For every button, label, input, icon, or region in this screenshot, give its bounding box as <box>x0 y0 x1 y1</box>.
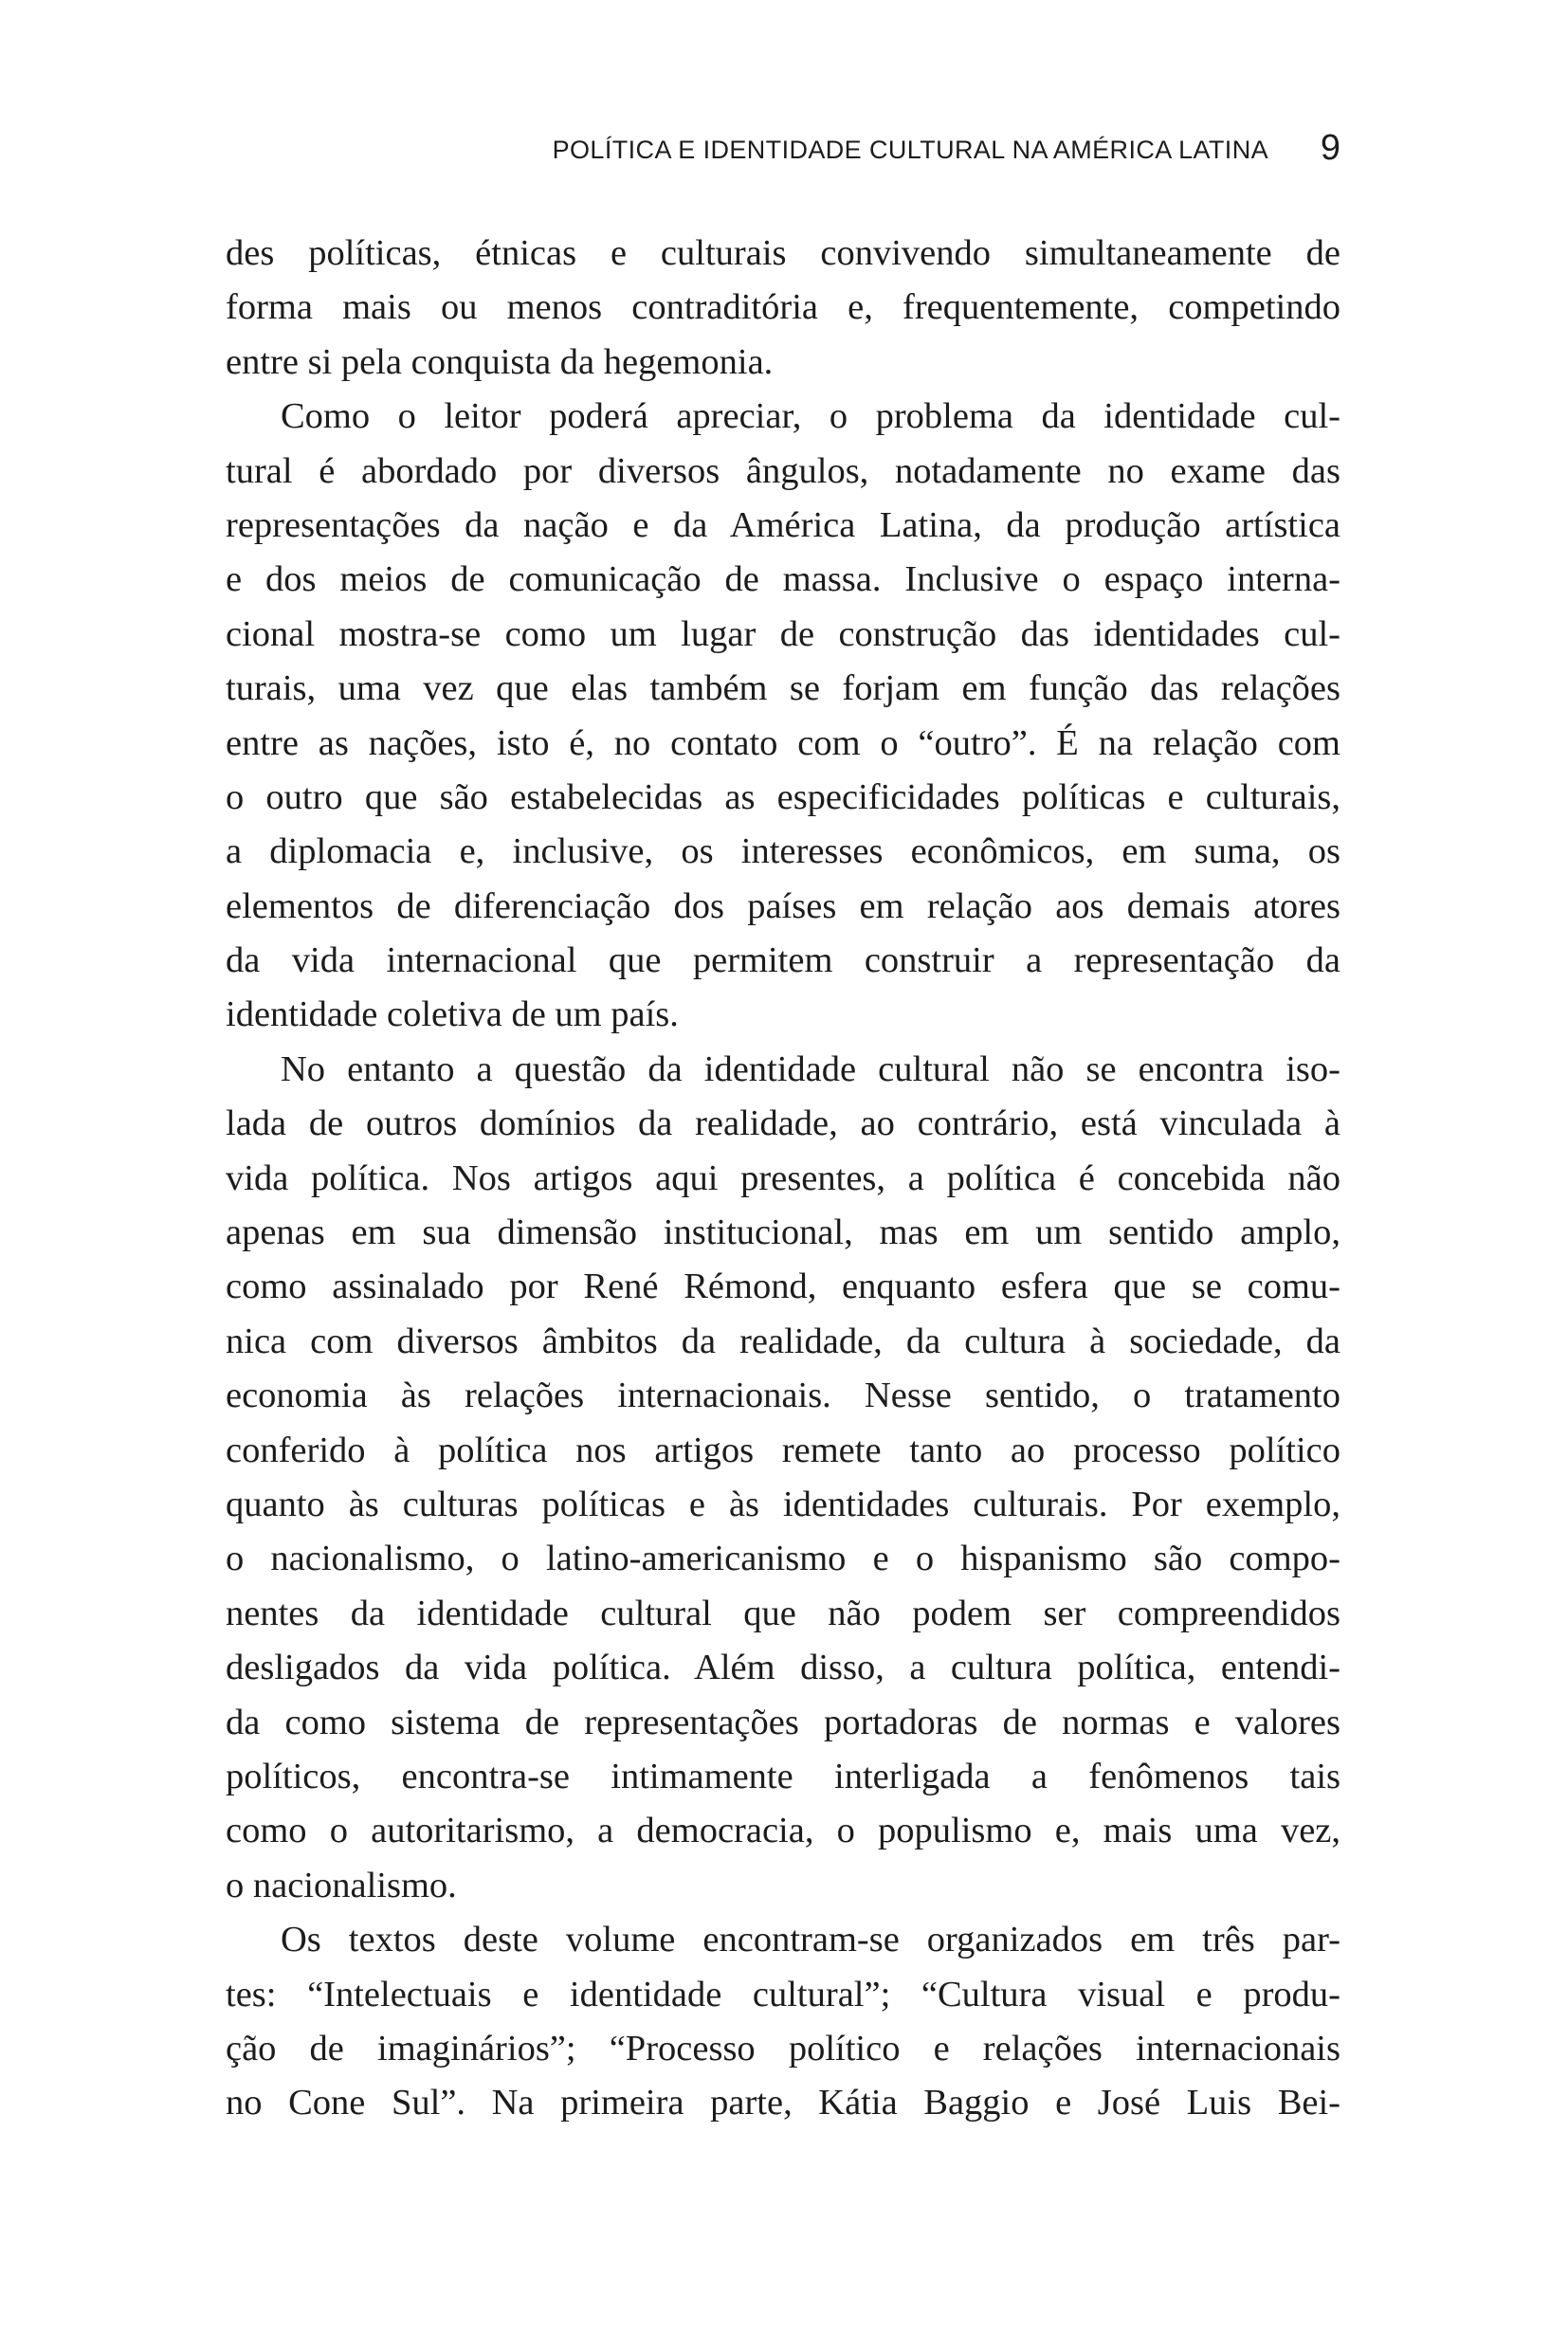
text-line: nentes da identidade cultural que não podem ser compreendidos <box>226 1593 1340 1633</box>
text-line: a diplomacia e, inclusive, os interesses econômicos, em suma, os <box>226 831 1340 872</box>
text-line: ção de imaginários”; “Processo político e relações internacionais <box>226 2028 1340 2069</box>
text-line: turais, uma vez que elas também se forjam em função das relações <box>226 668 1340 709</box>
text-line: economia às relações internacionais. Nesse sentido, o tratamento <box>226 1376 1340 1416</box>
text-line: elementos de diferenciação dos países em relação aos demais atores <box>226 885 1340 926</box>
text-line: e dos meios de comunicação de massa. Inclusive o espaço interna- <box>226 559 1340 600</box>
text-line: como assinalado por René Rémond, enquanto esfera que se comu- <box>226 1267 1340 1307</box>
text-line: no Cone Sul”. Na primeira parte, Kátia Baggio e José Luis Bei- <box>226 2083 1340 2123</box>
text-line: entre si pela conquista da hegemonia. <box>226 341 774 382</box>
text-line: conferido à política nos artigos remete tanto ao processo político <box>226 1430 1340 1470</box>
text-line: apenas em sua dimensão institucional, mas em um sentido amplo, <box>226 1212 1340 1253</box>
text-line: da vida internacional que permitem construir a representação da <box>226 940 1340 981</box>
text-line: o nacionalismo. <box>226 1865 457 1905</box>
text-line: cional mostra-se como um lugar de construção das identidades cul- <box>226 613 1340 654</box>
text-line: entre as nações, isto é, no contato com o “outro”. É na relação com <box>226 722 1340 763</box>
running-title: POLÍTICA E IDENTIDADE CULTURAL NA AMÉRICA LATINA <box>552 136 1268 164</box>
text-line: da como sistema de representações portadoras de normas e valores <box>226 1702 1340 1742</box>
text-line: representações da nação e da América Latina, da produção artística <box>226 504 1340 545</box>
text-line: o outro que são estabelecidas as especificidades políticas e culturais, <box>226 776 1340 817</box>
text-line: No entanto a questão da identidade cultural não se encontra iso- <box>281 1048 1340 1089</box>
text-line: tural é abordado por diversos ângulos, notadamente no exame das <box>226 450 1340 491</box>
text-line: desligados da vida política. Além disso, a cultura política, entendi- <box>226 1648 1340 1688</box>
text-line: identidade coletiva de um país. <box>226 994 679 1035</box>
text-line: forma mais ou menos contraditória e, frequentemente, competindo <box>226 287 1340 328</box>
running-head <box>226 129 1340 171</box>
text-line: políticos, encontra-se intimamente interligada a fenômenos tais <box>226 1756 1340 1796</box>
text-line: nica com diversos âmbitos da realidade, da cultura à sociedade, da <box>226 1321 1340 1361</box>
text-line: como o autoritarismo, a democracia, o populismo e, mais uma vez, <box>226 1811 1340 1851</box>
text-line: vida política. Nos artigos aqui presentes, a política é concebida não <box>226 1157 1340 1198</box>
text-line: o nacionalismo, o latino-americanismo e o hispanismo são compo- <box>226 1539 1340 1579</box>
text-line: Os textos deste volume encontram-se organizados em três par- <box>281 1920 1340 1960</box>
text-line: lada de outros domínios da realidade, ao contrário, está vinculada à <box>226 1103 1340 1144</box>
text-line: Como o leitor poderá apreciar, o problema da identidade cul- <box>281 396 1340 437</box>
body-text <box>226 227 1340 2131</box>
text-line: tes: “Intelectuais e identidade cultural”; “Cultura visual e produ- <box>226 1974 1340 2014</box>
page-number: 9 <box>1320 128 1340 168</box>
text-line: quanto às culturas políticas e às identidades culturais. Por exemplo, <box>226 1484 1340 1524</box>
text-line: des políticas, étnicas e culturais convivendo simultaneamente de <box>226 233 1340 273</box>
